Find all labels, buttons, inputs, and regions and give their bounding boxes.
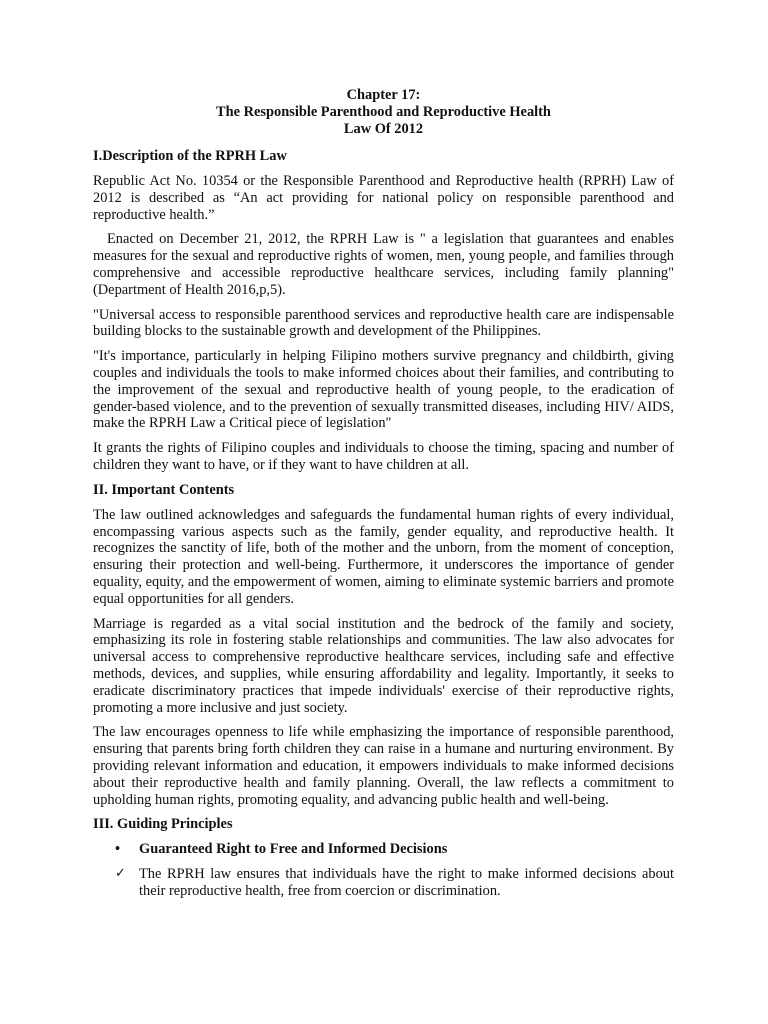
section-1-paragraph-4: "It's importance, particularly in helping Filipino mothers survive pregnancy and childbirth, giving couples and individuals the tools to make informed choices about their families, and contributing to the improvement of the sexual and reproductive health of young people, to the eradication of gender-based violence, and to the prevention of sexually transmitted diseases, including HIV/ AIDS, make the RPRH Law a Critical piece of legislation"	[93, 348, 674, 432]
section-1-paragraph-3: "Universal access to responsible parenthood services and reproductive health care are indispensable building blocks to the sustainable growth and development of the Philippines.	[93, 306, 674, 340]
chapter-title	[93, 87, 674, 138]
guiding-principle-title: Guaranteed Right to Free and Informed Decisions	[139, 841, 448, 858]
bullet-icon: •	[115, 841, 121, 858]
section-1-paragraph-2: Enacted on December 21, 2012, the RPRH Law is " a legislation that guarantees and enables measures for the sexual and reproductive rights of women, men, young people, and families through comprehensive and accessible reproductive healthcare services, including family planning" (Department of Health 2016,p,5).	[93, 231, 674, 298]
checklist-item-text: The RPRH law ensures that individuals have the right to make informed decisions about their reproductive health, free from coercion or discrimination.	[139, 866, 674, 899]
chapter-title-year: Law Of 2012	[343, 121, 424, 137]
guiding-principle-item	[93, 841, 674, 858]
section-2-paragraph-3: The law encourages openness to life while emphasizing the importance of responsible parenthood, ensuring that parents bring forth children they can raise in a humane and nurturing environment. By providing relevant information and education, it empowers individuals to make informed decisions about their reproductive health and family planning. Overall, the law reflects a commitment to upholding human rights, promoting equality, and advancing public health and well-being.	[93, 724, 674, 808]
section-1-heading: I.Description of the RPRH Law	[93, 148, 287, 164]
chapter-number: Chapter 17:	[346, 87, 421, 103]
section-2-paragraph-1: The law outlined acknowledges and safeguards the fundamental human rights of every individual, encompassing various aspects such as the family, gender equality, and reproductive health. It recognizes the sanctity of life, both of the mother and the unborn, from the moment of conception, ensuring their protection and well-being. Furthermore, it underscores the importance of gender equality, equity, and the empowerment of women, aiming to eliminate systemic barriers and promote equal opportunities for all genders.	[93, 506, 674, 607]
section-1-paragraph-1: Republic Act No. 10354 or the Responsible Parenthood and Reproductive health (RPRH) Law of 2012 is described as “An act providing for national policy on responsible parenthood and reproductive health.”	[93, 173, 674, 223]
chapter-title-line: The Responsible Parenthood and Reproductive Health	[216, 104, 551, 120]
document-page	[93, 87, 674, 900]
section-2-paragraph-2: Marriage is regarded as a vital social institution and the bedrock of the family and society, emphasizing its role in fostering stable relationships and communities. The law also advocates for universal access to comprehensive reproductive healthcare services, including safe and effective methods, devices, and supplies, while ensuring affordability and legality. Importantly, it seeks to eradicate discriminatory practices that impede individuals' exercise of their reproductive rights, promoting a more inclusive and just society.	[93, 615, 674, 716]
checkmark-icon: ✓	[115, 866, 126, 882]
section-2-heading: II. Important Contents	[93, 481, 235, 498]
section-1-paragraph-5: It grants the rights of Filipino couples and individuals to choose the timing, spacing and number of children they want to have, or if they want to have children at all.	[93, 440, 674, 473]
section-3-heading: III. Guiding Principles	[93, 816, 233, 833]
checklist-item	[93, 866, 674, 900]
